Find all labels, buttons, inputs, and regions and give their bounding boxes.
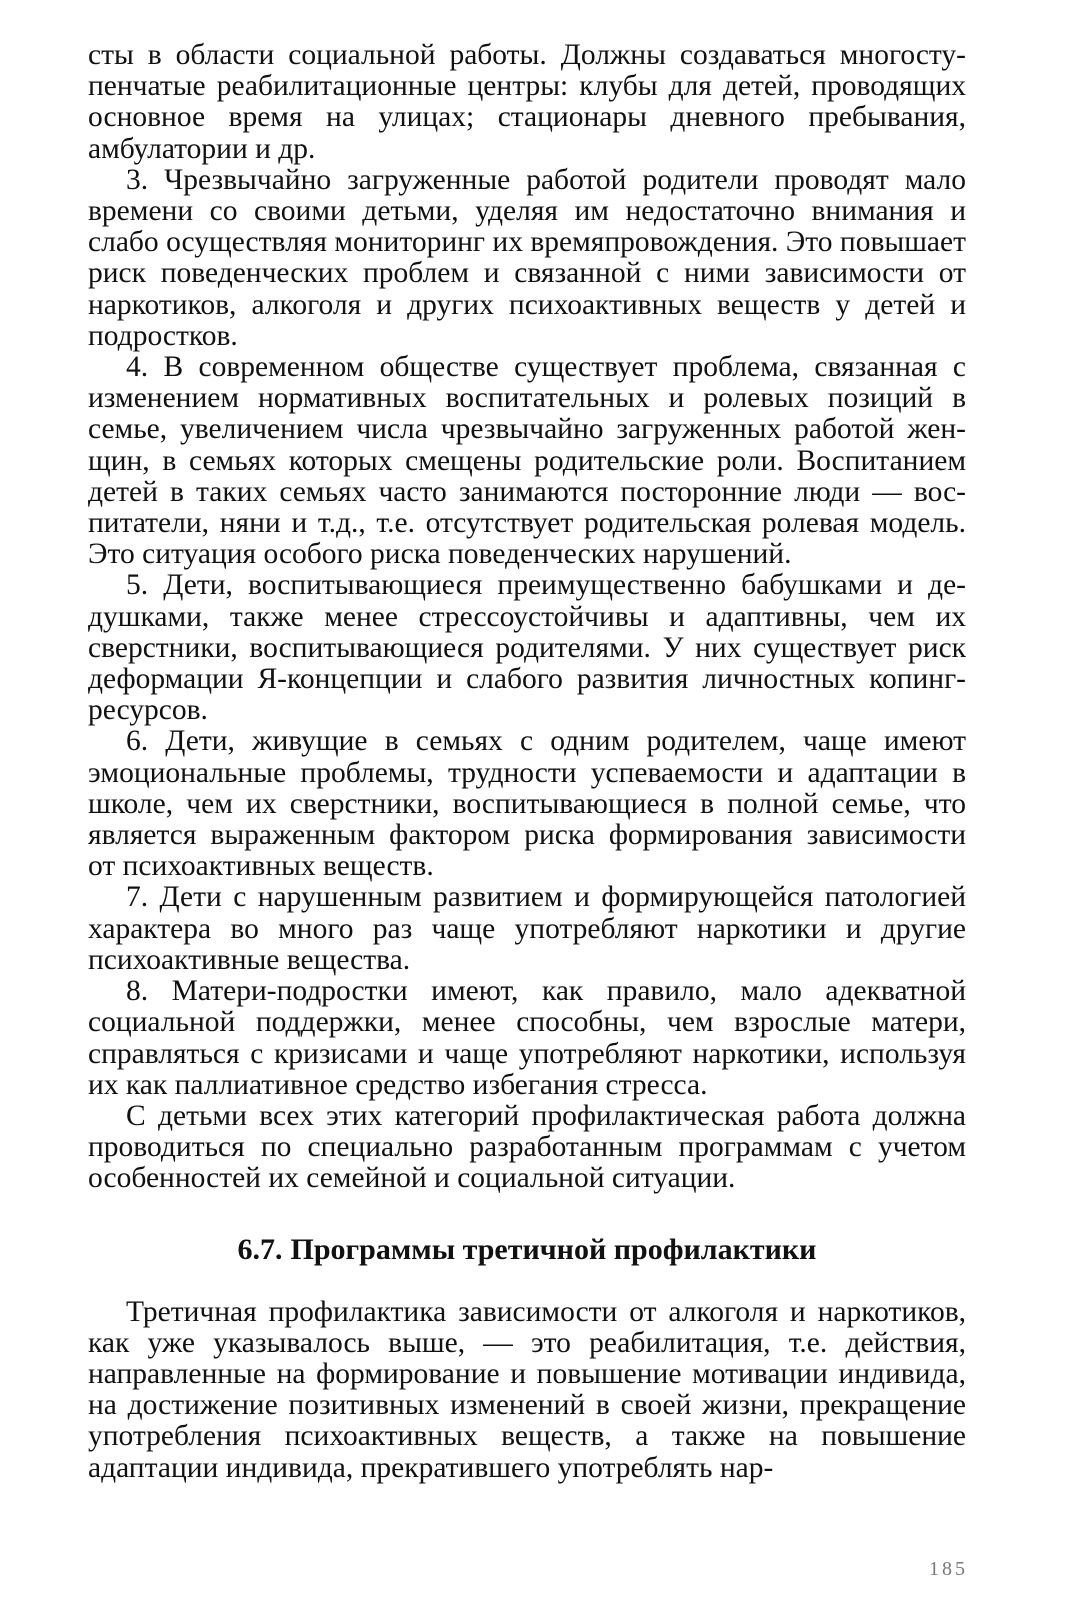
book-page [88,40,966,1484]
section-heading [88,1233,966,1267]
text-block-before [88,40,966,1195]
paragraph-summary: С детьми всех этих категорий профилактическая работа должна проводиться по специально разработанным программам с учетом особенностей их семейной и социальной ситуации. [88,1099,966,1195]
text-block-after [88,1297,966,1484]
paragraph-item-3: 3. Чрезвычайно загруженные работой родители проводят мало времени со своими детьми, уделяя им недостаточно внимания и слабо осуществляя мониторинг их времяпровождения. Это повышает риск поведенческих проблем и связанной с ними зависимости от наркотиков, алкоголя и других психоактивных веществ у детей и подростков. [88,163,966,352]
page-number: 185 [929,1558,968,1580]
section-title: Программы третичной профилактики [290,1232,817,1266]
paragraph-item-4: 4. В современном обществе существует проблема, связанная с изменением нормативных воспитательных и ролевых позиций в семье, увеличением числа чрезвычайно загруженных работой женщин, в семьях которых смещены родительские роли. Воспитанием детей в таких семьях часто занимаются посторонние люди — воспитатели, няни и т.д., т.е. отсутствует родительская ролевая модель. Это ситуация особого риска поведенческих нарушений. [88,351,966,571]
paragraph-item-6: 6. Дети, живущие в семьях с одним родителем, чаще имеют эмоциональные проблемы, трудности успеваемости и адаптации в школе, чем их сверстники, воспитывающиеся в полной семье, что является выраженным фактором риска формирования зависимости от психоактивных веществ. [88,725,966,883]
section-number: 6.7. [237,1232,283,1266]
paragraph-continuation: сты в области социальной работы. Должны создаваться многоступенчатые реабилитационные центры: клубы для детей, проводящих основное время на улицах; стационары дневного пребывания, амбулатории и др. [88,39,966,165]
paragraph-item-7: 7. Дети с нарушенным развитием и формирующейся патологией характера во много раз чаще употребляют наркотики и другие психоактивные вещества. [88,881,966,976]
paragraph-tertiary-prevention: Третичная профилактика зависимости от алкоголя и наркотиков, как уже указывалось выше, — это реабилитация, т.е. действия, направленные на формирование и повышение мотивации индивида, на достижение позитивных изменений в своей жизни, прекращение употребления психоактивных веществ, а также на повышение адаптации индивида, прекратившего употреблять нар- [88,1295,966,1484]
paragraph-item-5: 5. Дети, воспитывающиеся преимущественно бабушками и дедушками, также менее стрессоустойчивы и адаптивны, чем их сверстники, воспитывающиеся родителями. У них существует риск деформации Я-концепции и слабого развития личностных копинг-ресурсов. [88,569,966,727]
paragraph-item-8: 8. Матери-подростки имеют, как правило, мало адекватной социальной поддержки, менее способны, чем взрослые матери, справляться с кризисами и чаще употребляют наркотики, используя их как паллиативное средство избегания стресса. [88,975,966,1101]
